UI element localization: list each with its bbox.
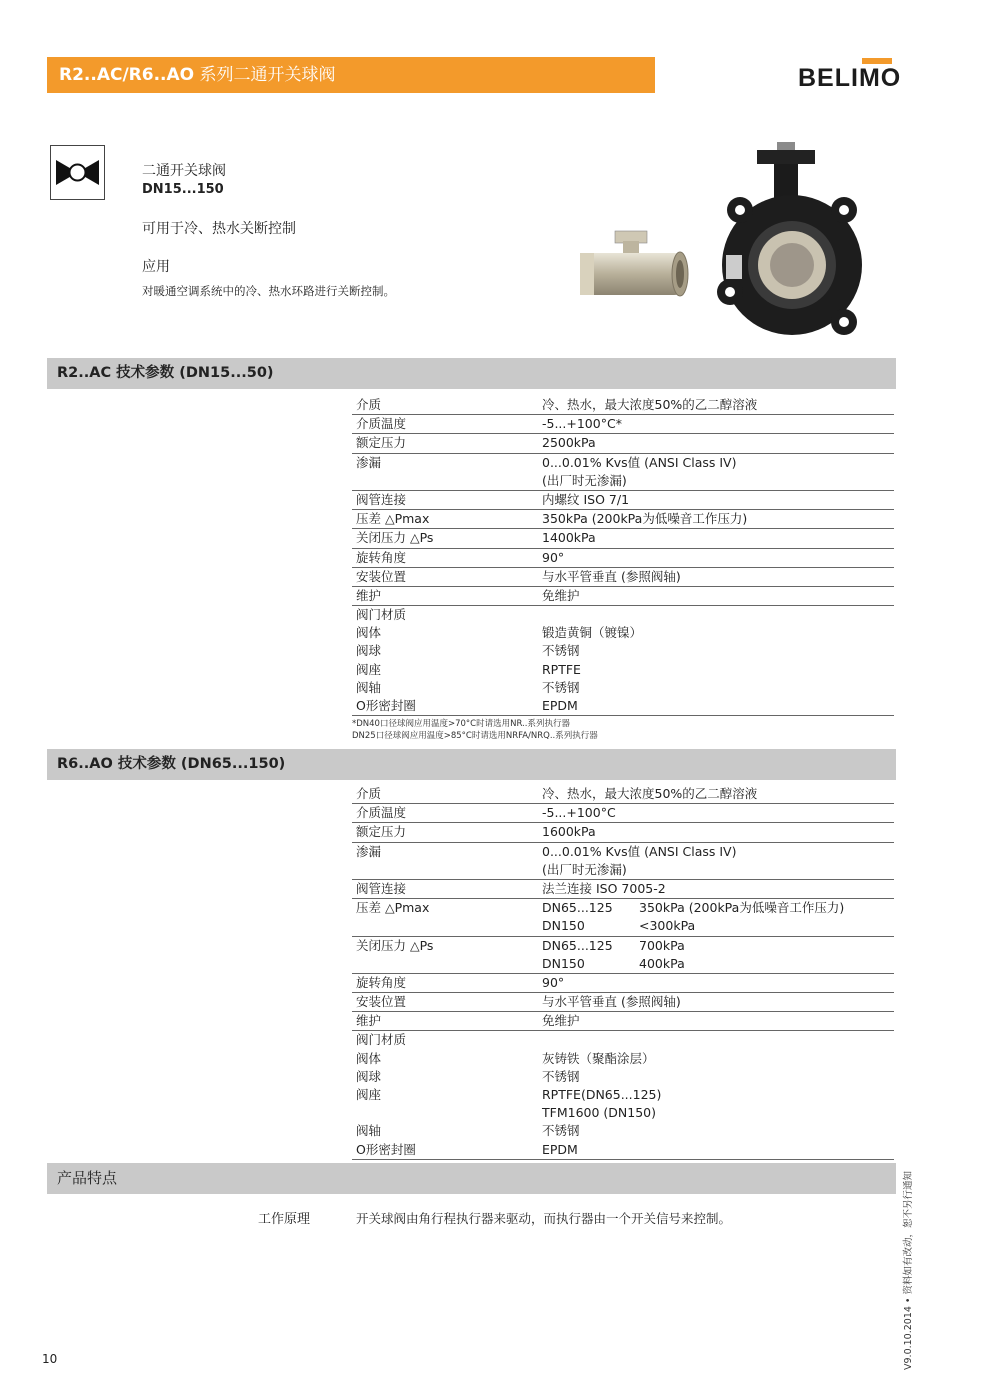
title-prefix: R2..AC/R6..AO	[59, 65, 195, 85]
title-suffix: 系列二通开关球阀	[194, 65, 336, 85]
spec-value-line: RPTFE	[542, 661, 581, 677]
spec-row	[352, 568, 894, 587]
logo-accent-bar	[862, 58, 892, 64]
spec-value-line	[542, 606, 894, 624]
spec-value	[542, 434, 894, 452]
spec-row	[352, 529, 894, 548]
spec-value-text: <300kPa	[639, 918, 696, 934]
spec-key: O形密封圈	[356, 1141, 416, 1157]
spec-value-line: 0...0.01% Kvs值 (ANSI Class IV)	[542, 843, 737, 859]
spec-key: 额定压力	[356, 824, 407, 840]
spec-row	[352, 624, 894, 642]
spec-value	[542, 549, 894, 567]
spec-row	[352, 396, 894, 415]
spec-key: 阀门材质	[356, 1032, 407, 1048]
page-number: 10	[42, 1352, 58, 1366]
spec-key: 阀座	[356, 661, 382, 677]
spec-key: 阀门材质	[356, 607, 407, 623]
spec-row	[352, 1068, 894, 1086]
spec-key: 介质	[356, 786, 382, 801]
spec-value	[542, 510, 894, 528]
flanged-ball-valve-image	[712, 140, 862, 340]
spec-value-line: 1400kPa	[542, 530, 596, 546]
spec-value-line: 与水平管垂直 (参照阀轴)	[542, 994, 681, 1010]
page-title-bar	[47, 57, 655, 93]
brass-ball-valve-image	[570, 225, 690, 305]
spec-row	[352, 1122, 894, 1140]
spec-row	[352, 785, 894, 804]
spec-value	[542, 415, 894, 433]
spec-row	[352, 661, 894, 679]
spec-key: 介质温度	[356, 416, 407, 432]
spec-key: 阀座	[356, 1087, 382, 1102]
spec-value-size: DN65...125	[542, 900, 613, 916]
spec-value	[542, 697, 894, 715]
product-name: 二通开关球阀	[142, 163, 226, 179]
spec-key: 旋转角度	[356, 974, 407, 990]
spec-value	[542, 804, 894, 822]
spec-value	[542, 823, 894, 841]
spec-value	[542, 899, 894, 935]
spec-row	[352, 491, 894, 510]
spec-value	[542, 642, 894, 660]
spec-row	[352, 415, 894, 434]
spec-value	[542, 679, 894, 697]
spec-row	[352, 974, 894, 993]
spec-value-line: 免维护	[542, 587, 580, 603]
spec-value-line: EPDM	[542, 1141, 578, 1157]
section-features-header: 产品特点	[47, 1163, 896, 1194]
spec-value-line: 灰铸铁（聚酯涂层）	[542, 1050, 655, 1066]
spec-value	[542, 606, 894, 624]
spec-key: 压差 △Pmax	[356, 900, 430, 916]
spec-value	[542, 993, 894, 1011]
spec-key: 阀球	[356, 1068, 382, 1084]
spec-value-line: (出厂时无渗漏)	[542, 861, 627, 877]
r6ao-spec-table	[352, 785, 894, 1160]
spec-row	[352, 587, 894, 606]
spec-value	[542, 843, 894, 879]
product-intro	[142, 160, 395, 298]
spec-row	[352, 1086, 894, 1122]
spec-row	[352, 899, 894, 936]
spec-value	[542, 1068, 894, 1086]
spec-value	[542, 937, 894, 973]
spec-value-line: 内螺纹 ISO 7/1	[542, 491, 630, 507]
spec-value-size: DN150	[542, 918, 585, 934]
spec-row	[352, 1031, 894, 1049]
r2ac-footnote	[352, 718, 598, 742]
footnote-line-2: DN25口径球阀应用温度>85°C时请选用NRFA/NRQ..系列执行器	[352, 731, 598, 741]
spec-value-line: -5...+100°C	[542, 805, 616, 821]
spec-key: 介质	[356, 397, 382, 412]
section-r2ac-header: R2..AC 技术参数 (DN15...50)	[47, 358, 896, 389]
spec-value-line	[542, 1031, 894, 1049]
spec-value	[542, 1031, 894, 1049]
spec-key: 额定压力	[356, 435, 407, 451]
spec-row	[352, 823, 894, 842]
spec-value	[542, 1122, 894, 1140]
spec-row	[352, 993, 894, 1012]
spec-value-line: 锻造黄铜（镀镍）	[542, 625, 643, 641]
spec-value-size: DN65...125	[542, 937, 613, 953]
working-principle-text: 开关球阀由角行程执行器来驱动，而执行器由一个开关信号来控制。	[356, 1211, 732, 1226]
spec-value-line: 冷、热水，最大浓度50%的乙二醇溶液	[542, 397, 758, 412]
spec-row	[352, 937, 894, 974]
spec-value	[542, 568, 894, 586]
spec-row	[352, 434, 894, 453]
spec-value-line: 冷、热水，最大浓度50%的乙二醇溶液	[542, 786, 758, 801]
spec-value	[542, 661, 894, 679]
spec-value-line: 不锈钢	[542, 1123, 580, 1139]
spec-value-line: 法兰连接 ISO 7005-2	[542, 880, 666, 896]
spec-key: 渗漏	[356, 843, 382, 859]
spec-value	[542, 396, 894, 414]
spec-value-line: -5...+100°C*	[542, 416, 622, 432]
spec-value-line: RPTFE(DN65...125)	[542, 1087, 662, 1102]
spec-key: 阀管连接	[356, 491, 407, 507]
spec-value-line: 90°	[542, 549, 565, 565]
spec-value-line: 350kPa (200kPa为低噪音工作压力)	[542, 511, 748, 527]
spec-value-size: DN150	[542, 955, 585, 971]
spec-value-line: 不锈钢	[542, 679, 580, 695]
size-range: DN15...150	[142, 182, 224, 197]
spec-value-line: 免维护	[542, 1013, 580, 1029]
spec-row	[352, 804, 894, 823]
spec-value	[542, 529, 894, 547]
spec-key: 渗漏	[356, 454, 382, 470]
spec-row	[352, 679, 894, 697]
spec-value	[542, 974, 894, 992]
spec-value-line: 与水平管垂直 (参照阀轴)	[542, 568, 681, 584]
spec-key: 阀体	[356, 1050, 382, 1066]
spec-row	[352, 642, 894, 660]
spec-row	[352, 606, 894, 624]
spec-row	[352, 549, 894, 568]
spec-row	[352, 697, 894, 716]
spec-value	[542, 587, 894, 605]
spec-value	[542, 491, 894, 509]
spec-key: 阀管连接	[356, 880, 407, 896]
spec-key: 安装位置	[356, 568, 407, 584]
working-principle-label: 工作原理	[258, 1212, 311, 1227]
spec-value	[542, 1141, 894, 1159]
spec-value-line: 2500kPa	[542, 435, 596, 451]
footnote-line-1: *DN40口径球阀应用温度>70°C时请选用NR..系列执行器	[352, 719, 570, 729]
spec-value	[542, 880, 894, 898]
spec-key: 维护	[356, 587, 382, 603]
section-r6ao-header: R6..AO 技术参数 (DN65...150)	[47, 749, 896, 780]
spec-row	[352, 843, 894, 880]
spec-value-text: 700kPa	[639, 937, 685, 953]
spec-row	[352, 1050, 894, 1068]
spec-key: 压差 △Pmax	[356, 511, 430, 527]
spec-key: O形密封圈	[356, 698, 416, 713]
spec-key: 阀轴	[356, 679, 382, 695]
spec-row	[352, 454, 894, 491]
spec-key: 阀轴	[356, 1123, 382, 1139]
spec-value-text: 400kPa	[639, 955, 685, 971]
spec-key: 介质温度	[356, 805, 407, 821]
ball-valve-symbol-icon	[50, 145, 105, 200]
spec-row	[352, 880, 894, 899]
spec-value	[542, 785, 894, 803]
spec-value-line: 不锈钢	[542, 1068, 580, 1084]
spec-value-line: 90°	[542, 974, 565, 990]
spec-value-line: 1600kPa	[542, 824, 596, 840]
spec-key: 关闭压力 △Ps	[356, 530, 434, 546]
spec-value-line: 不锈钢	[542, 643, 580, 659]
spec-value	[542, 1050, 894, 1068]
spec-key: 维护	[356, 1013, 382, 1029]
version-note: V9.0.10.2014 • 资料如有改动，恕不另行通知	[903, 1170, 914, 1370]
usage-text: 可用于冷、热水关断控制	[142, 221, 296, 237]
belimo-logo	[798, 64, 902, 92]
spec-value-text: 350kPa (200kPa为低噪音工作压力)	[639, 900, 845, 916]
spec-value	[542, 624, 894, 642]
application-text: 对暖通空调系统中的冷、热水环路进行关断控制。	[142, 284, 395, 298]
spec-value	[542, 1012, 894, 1030]
spec-key: 关闭压力 △Ps	[356, 937, 434, 953]
spec-key: 安装位置	[356, 994, 407, 1010]
logo-text: BELIMO	[798, 64, 902, 92]
spec-key: 旋转角度	[356, 549, 407, 565]
r2ac-spec-table	[352, 396, 894, 716]
spec-key: 阀体	[356, 625, 382, 641]
spec-key: 阀球	[356, 643, 382, 659]
spec-value-line: TFM1600 (DN150)	[542, 1105, 656, 1121]
spec-value-line: 0...0.01% Kvs值 (ANSI Class IV)	[542, 454, 737, 470]
spec-value	[542, 1086, 894, 1122]
spec-row	[352, 1141, 894, 1160]
spec-row	[352, 510, 894, 529]
spec-row	[352, 1012, 894, 1031]
spec-value-line: EPDM	[542, 698, 578, 713]
spec-value	[542, 454, 894, 490]
spec-value-line: (出厂时无渗漏)	[542, 472, 627, 488]
application-heading: 应用	[142, 259, 170, 275]
